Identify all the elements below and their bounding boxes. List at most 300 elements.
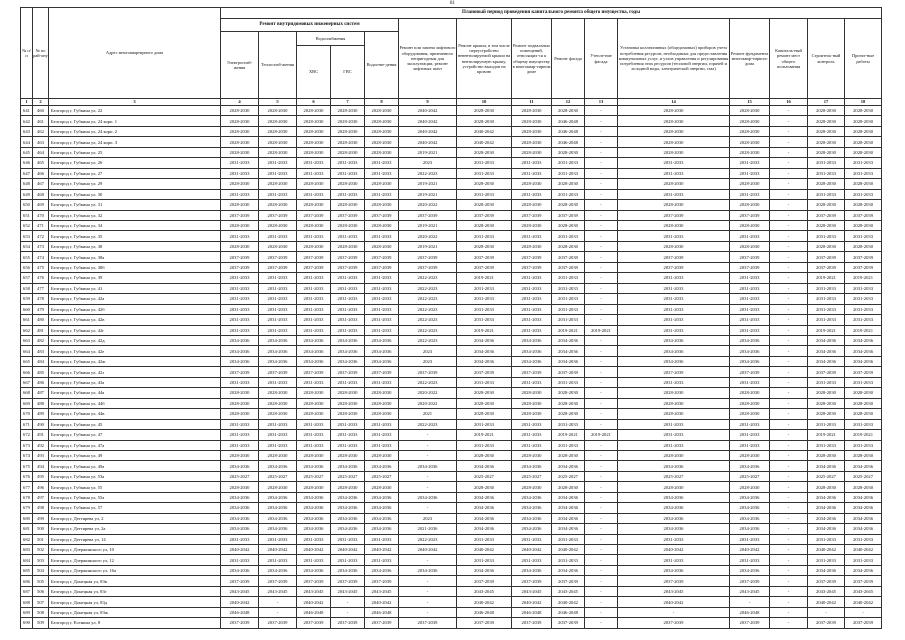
- table-body: [21, 106, 882, 629]
- table-cell: 2028-2030: [730, 409, 770, 419]
- table-cell: 2031-2033: [259, 189, 297, 199]
- table-cell: 2031-2033: [365, 294, 399, 304]
- table-cell: -: [730, 597, 770, 607]
- table-cell: 468: [33, 189, 49, 199]
- address-cell: Белгород г, Губкина ул, 42е: [49, 346, 221, 356]
- table-cell: 2034-2036: [297, 565, 331, 575]
- table-cell: 676: [21, 471, 33, 481]
- table-cell: 466: [33, 168, 49, 178]
- table-cell: 2028-2030: [457, 482, 512, 492]
- table-cell: 2034-2036: [552, 513, 585, 523]
- table-row: [21, 461, 882, 471]
- table-cell: 2031-2033: [259, 419, 297, 429]
- address-cell: Белгород г, Губкина ул, 25: [49, 147, 221, 157]
- table-row: [21, 450, 882, 460]
- page-number: 81: [450, 1, 455, 6]
- table-cell: 2028-2030: [730, 137, 770, 147]
- table-cell: -: [259, 607, 297, 617]
- table-cell: 2046-2048: [552, 137, 585, 147]
- table-cell: -: [770, 607, 808, 617]
- table-cell: 2034-2036: [331, 356, 365, 366]
- table-cell: 2034-2036: [331, 524, 365, 534]
- table-cell: 2031-2033: [297, 168, 331, 178]
- table-cell: 2034-2036: [730, 335, 770, 345]
- table-cell: 2031-2033: [618, 168, 730, 178]
- table-cell: 2028-2030: [221, 388, 259, 398]
- table-cell: 2034-2036: [512, 503, 552, 513]
- table-cell: 2034-2036: [297, 346, 331, 356]
- table-cell: 2037-2039: [221, 367, 259, 377]
- table-cell: 2034-2036: [808, 503, 845, 513]
- table-cell: 2031-2033: [512, 555, 552, 565]
- table-cell: 2040-2042: [297, 545, 331, 555]
- table-cell: 2034-2036: [552, 356, 585, 366]
- table-cell: 2028-2030: [365, 398, 399, 408]
- table-cell: 2043-2045: [297, 586, 331, 596]
- table-cell: 2019-2021: [808, 273, 845, 283]
- table-cell: 2022-2023: [399, 283, 457, 293]
- table-cell: -: [585, 367, 618, 377]
- column-number: 15: [730, 99, 770, 106]
- table-cell: 2028-2030: [221, 106, 259, 116]
- table-cell: 2034-2036: [808, 346, 845, 356]
- table-cell: 2031-2033: [512, 294, 552, 304]
- table-cell: 2034-2036: [845, 492, 882, 502]
- table-cell: 2037-2039: [331, 210, 365, 220]
- table-cell: 2031-2033: [297, 189, 331, 199]
- table-cell: 2019-2021: [457, 273, 512, 283]
- table-cell: 2043-2045: [512, 586, 552, 596]
- table-cell: 690: [21, 618, 33, 628]
- table-cell: 665: [21, 356, 33, 366]
- table-cell: -: [399, 450, 457, 460]
- table-cell: 686: [21, 576, 33, 586]
- table-cell: 2034-2036: [618, 565, 730, 575]
- table-cell: -: [770, 471, 808, 481]
- table-cell: 2040-2042: [512, 545, 552, 555]
- table-cell: 2040-2042: [399, 545, 457, 555]
- table-cell: 670: [21, 409, 33, 419]
- table-cell: -: [585, 315, 618, 325]
- header-district-number: № по рай-ону: [33, 8, 49, 99]
- table-cell: 2028-2030: [845, 106, 882, 116]
- table-cell: -: [585, 231, 618, 241]
- table-cell: 663: [21, 335, 33, 345]
- table-row: [21, 200, 882, 210]
- address-cell: Белгород г, Донецкая ул, 83в: [49, 576, 221, 586]
- table-cell: 2037-2039: [618, 618, 730, 628]
- table-cell: 2031-2033: [457, 189, 512, 199]
- table-cell: 476: [33, 273, 49, 283]
- table-cell: -: [770, 346, 808, 356]
- table-cell: -: [770, 419, 808, 429]
- table-cell: 2031-2033: [457, 168, 512, 178]
- table-cell: 2034-2036: [457, 461, 512, 471]
- table-cell: 485: [33, 367, 49, 377]
- table-cell: 2034-2036: [365, 461, 399, 471]
- table-row: [21, 565, 882, 575]
- address-cell: Белгород г, Губкина ул, 42д: [49, 335, 221, 345]
- table-cell: -: [770, 450, 808, 460]
- table-cell: 669: [21, 398, 33, 408]
- table-cell: 2031-2033: [512, 534, 552, 544]
- table-cell: 492: [33, 440, 49, 450]
- table-cell: 2020-2022: [399, 388, 457, 398]
- table-cell: 2031-2033: [259, 294, 297, 304]
- table-cell: -: [585, 147, 618, 157]
- table-cell: 2034-2036: [618, 492, 730, 502]
- table-cell: 2028-2030: [259, 147, 297, 157]
- table-cell: 2028-2030: [618, 450, 730, 460]
- table-cell: 2028-2030: [297, 398, 331, 408]
- table-cell: 2019-2021: [457, 325, 512, 335]
- table-cell: 2037-2039: [845, 252, 882, 262]
- column-number: 5: [259, 99, 297, 106]
- table-cell: 2031-2033: [618, 231, 730, 241]
- table-cell: 2031-2033: [552, 283, 585, 293]
- table-cell: 2043-2045: [845, 586, 882, 596]
- table-cell: 2034-2036: [808, 565, 845, 575]
- address-cell: Белгород г, Губкина ул, 31: [49, 200, 221, 210]
- table-cell: 2028-2030: [221, 137, 259, 147]
- table-cell: 2031-2033: [845, 189, 882, 199]
- table-cell: 2034-2036: [552, 524, 585, 534]
- table-cell: 2043-2045: [365, 586, 399, 596]
- table-cell: 662: [21, 325, 33, 335]
- table-cell: 2031-2033: [365, 325, 399, 335]
- table-cell: 2037-2039: [297, 210, 331, 220]
- table-cell: 688: [21, 597, 33, 607]
- table-cell: 2028-2030: [457, 147, 512, 157]
- table-cell: -: [770, 356, 808, 366]
- table-cell: 2031-2033: [297, 419, 331, 429]
- table-cell: 680: [21, 513, 33, 523]
- table-cell: 2040-2042: [221, 545, 259, 555]
- table-cell: 2034-2036: [331, 461, 365, 471]
- address-cell: Белгород г, Губкина ул, 35: [49, 231, 221, 241]
- table-cell: 2043-2045: [259, 586, 297, 596]
- table-cell: 2028-2030: [297, 482, 331, 492]
- table-cell: 2031-2033: [297, 555, 331, 565]
- table-cell: 2031-2033: [331, 419, 365, 429]
- table-cell: -: [585, 555, 618, 565]
- table-cell: 2028-2030: [512, 409, 552, 419]
- table-cell: -: [770, 377, 808, 387]
- table-cell: 664: [21, 346, 33, 356]
- table-cell: 2031-2033: [552, 419, 585, 429]
- table-cell: 2020-2022: [399, 231, 457, 241]
- table-cell: 2034-2036: [845, 346, 882, 356]
- address-cell: Белгород г, Дзержинского ул, 12: [49, 555, 221, 565]
- address-cell: Белгород г, Донецкая ул, 83г: [49, 586, 221, 596]
- table-cell: -: [770, 304, 808, 314]
- table-cell: 2037-2039: [730, 210, 770, 220]
- table-cell: 2040-2042: [365, 597, 399, 607]
- table-cell: 2028-2030: [512, 241, 552, 251]
- table-cell: 2031-2033: [730, 430, 770, 440]
- table-cell: 2034-2036: [808, 461, 845, 471]
- table-cell: 2040-2042: [399, 116, 457, 126]
- table-cell: 2028-2030: [618, 200, 730, 210]
- table-cell: -: [585, 356, 618, 366]
- table-cell: 2034-2036: [457, 513, 512, 523]
- table-cell: -: [585, 106, 618, 116]
- table-cell: 2034-2036: [552, 565, 585, 575]
- table-cell: 666: [21, 367, 33, 377]
- table-cell: -: [399, 607, 457, 617]
- table-cell: 2040-2042: [457, 545, 512, 555]
- table-cell: 2034-2036: [457, 335, 512, 345]
- table-cell: 2034-2036: [221, 461, 259, 471]
- table-cell: 2028-2030: [457, 106, 512, 116]
- table-cell: 2028-2030: [221, 482, 259, 492]
- table-cell: 2037-2039: [259, 210, 297, 220]
- table-cell: 2046-2048: [365, 607, 399, 617]
- table-cell: -: [770, 158, 808, 168]
- table-cell: 2028-2030: [365, 220, 399, 230]
- table-cell: 2028-2030: [808, 220, 845, 230]
- table-cell: 2031-2033: [845, 283, 882, 293]
- table-cell: 2037-2039: [259, 252, 297, 262]
- table-cell: 477: [33, 283, 49, 293]
- table-cell: 2020-2022: [399, 398, 457, 408]
- table-cell: 2028-2030: [365, 179, 399, 189]
- table-cell: 507: [33, 597, 49, 607]
- table-cell: 494: [33, 461, 49, 471]
- table-cell: 2031-2033: [552, 315, 585, 325]
- table-cell: 2037-2039: [512, 262, 552, 272]
- table-cell: 2034-2036: [259, 461, 297, 471]
- table-cell: 2028-2030: [845, 200, 882, 210]
- table-cell: -: [585, 126, 618, 136]
- table-cell: 479: [33, 304, 49, 314]
- table-cell: 2031-2033: [221, 158, 259, 168]
- table-cell: 659: [21, 294, 33, 304]
- table-cell: 2028-2030: [365, 126, 399, 136]
- table-cell: 2019-2021: [399, 147, 457, 157]
- table-cell: 2031-2033: [618, 430, 730, 440]
- table-cell: 501: [33, 534, 49, 544]
- table-cell: 2037-2039: [221, 576, 259, 586]
- table-cell: 651: [21, 210, 33, 220]
- table-cell: 465: [33, 158, 49, 168]
- table-cell: 2028-2030: [259, 482, 297, 492]
- table-cell: 2037-2039: [399, 367, 457, 377]
- table-cell: 2028-2030: [552, 388, 585, 398]
- table-cell: 2028-2030: [808, 388, 845, 398]
- table-cell: 2031-2033: [259, 555, 297, 565]
- table-cell: 2040-2042: [331, 545, 365, 555]
- table-cell: 2028-2030: [297, 116, 331, 126]
- table-cell: 2031-2033: [808, 294, 845, 304]
- table-cell: 2034-2036: [221, 513, 259, 523]
- table-cell: 2034-2036: [259, 492, 297, 502]
- table-cell: 2031-2033: [512, 273, 552, 283]
- address-cell: Белгород г, Губкина ул, 49: [49, 450, 221, 460]
- table-cell: 2028-2030: [331, 179, 365, 189]
- table-cell: -: [585, 210, 618, 220]
- address-cell: Белгород г, Губкина ул, 55а: [49, 492, 221, 502]
- table-cell: 2034-2036: [259, 335, 297, 345]
- table-cell: -: [770, 430, 808, 440]
- table-cell: -: [399, 440, 457, 450]
- table-cell: 661: [21, 315, 33, 325]
- table-cell: 2034-2036: [399, 565, 457, 575]
- table-cell: 2031-2033: [365, 283, 399, 293]
- header-elevator: Ремонт или замена лифтового оборудования, признанного непригодным для эксплуатации, ремонт лифтовых шахт: [399, 19, 457, 99]
- column-number: 1: [21, 99, 33, 106]
- table-cell: 2034-2036: [808, 513, 845, 523]
- table-cell: 2046-2048: [512, 607, 552, 617]
- table-cell: -: [770, 545, 808, 555]
- table-cell: 2028-2030: [618, 409, 730, 419]
- table-cell: 2034-2036: [365, 346, 399, 356]
- table-cell: -: [585, 586, 618, 596]
- table-cell: 2031-2033: [618, 555, 730, 565]
- table-row: [21, 524, 882, 534]
- table-cell: 2034-2036: [512, 346, 552, 356]
- table-cell: 2031-2033: [331, 283, 365, 293]
- table-cell: 2028-2030: [552, 398, 585, 408]
- table-cell: 2028-2030: [259, 220, 297, 230]
- table-row: [21, 618, 882, 628]
- table-cell: 2025-2027: [845, 471, 882, 481]
- table-cell: 2034-2036: [730, 492, 770, 502]
- table-cell: 2025-2027: [259, 471, 297, 481]
- table-cell: 509: [33, 618, 49, 628]
- table-row: [21, 231, 882, 241]
- table-cell: 2031-2033: [845, 304, 882, 314]
- table-cell: -: [585, 461, 618, 471]
- table-cell: 2031-2033: [730, 304, 770, 314]
- table-cell: 2031-2033: [365, 534, 399, 544]
- table-cell: 2034-2036: [845, 461, 882, 471]
- table-cell: 2034-2036: [808, 335, 845, 345]
- table-cell: -: [770, 220, 808, 230]
- table-cell: 2022-2023: [399, 168, 457, 178]
- table-cell: 2034-2036: [552, 492, 585, 502]
- table-cell: -: [770, 147, 808, 157]
- table-cell: 2034-2036: [618, 356, 730, 366]
- table-cell: 2031-2033: [618, 273, 730, 283]
- table-cell: 499: [33, 513, 49, 523]
- table-cell: 2028-2030: [331, 137, 365, 147]
- table-cell: 2034-2036: [808, 492, 845, 502]
- table-cell: 2034-2036: [618, 503, 730, 513]
- table-cell: 2034-2036: [512, 492, 552, 502]
- table-cell: 2031-2033: [221, 377, 259, 387]
- column-number-row: [21, 99, 882, 106]
- column-number: 18: [845, 99, 882, 106]
- table-cell: 2040-2042: [845, 545, 882, 555]
- table-cell: 2040-2042: [457, 137, 512, 147]
- table-cell: -: [585, 137, 618, 147]
- table-cell: 2031-2033: [365, 158, 399, 168]
- table-cell: 2028-2030: [845, 241, 882, 251]
- table-cell: 2025-2027: [618, 471, 730, 481]
- table-cell: -: [585, 482, 618, 492]
- table-cell: -: [259, 597, 297, 607]
- table-cell: 2040-2042: [399, 106, 457, 116]
- table-cell: -: [585, 377, 618, 387]
- table-cell: 645: [21, 147, 33, 157]
- table-cell: 2028-2030: [512, 106, 552, 116]
- table-cell: 2028-2030: [365, 116, 399, 126]
- table-cell: 2031-2033: [512, 189, 552, 199]
- column-number: 6: [297, 99, 331, 106]
- table-cell: -: [770, 576, 808, 586]
- table-cell: 2037-2039: [512, 576, 552, 586]
- table-cell: 658: [21, 283, 33, 293]
- column-number: 4: [221, 99, 259, 106]
- table-cell: 2037-2039: [331, 367, 365, 377]
- table-cell: 2028-2030: [331, 220, 365, 230]
- table-cell: 2031-2033: [221, 273, 259, 283]
- table-cell: 2031-2033: [297, 534, 331, 544]
- table-cell: 2028-2030: [845, 388, 882, 398]
- table-cell: 2034-2036: [512, 513, 552, 523]
- table-cell: 2031-2033: [365, 430, 399, 440]
- table-cell: -: [585, 492, 618, 502]
- table-cell: 2031-2033: [808, 231, 845, 241]
- table-cell: 649: [21, 189, 33, 199]
- header-foundation: Ремонт фундамента многоквар-тирного дома: [730, 19, 770, 99]
- table-cell: 2022-2023: [399, 534, 457, 544]
- table-cell: 685: [21, 565, 33, 575]
- table-cell: 2031-2033: [259, 440, 297, 450]
- table-cell: -: [585, 241, 618, 251]
- table-row: [21, 440, 882, 450]
- table-cell: 2028-2030: [845, 482, 882, 492]
- table-cell: -: [770, 398, 808, 408]
- table-cell: 2031-2033: [512, 325, 552, 335]
- table-cell: 2031-2033: [730, 325, 770, 335]
- table-row: [21, 137, 882, 147]
- table-cell: 2034-2036: [512, 461, 552, 471]
- column-number: 17: [808, 99, 845, 106]
- table-cell: 647: [21, 168, 33, 178]
- address-cell: Белгород г, Губкина ул, 38: [49, 241, 221, 251]
- address-cell: Белгород г, Дегтярева ул, 2а: [49, 524, 221, 534]
- header-address: Адрес многоквартирного дома: [49, 8, 221, 99]
- column-number: 11: [512, 99, 552, 106]
- table-cell: 2037-2039: [552, 618, 585, 628]
- table-cell: -: [585, 283, 618, 293]
- table-cell: 2028-2030: [552, 106, 585, 116]
- table-cell: 2019-2021: [845, 273, 882, 283]
- table-row: [21, 106, 882, 116]
- table-cell: 2028-2030: [331, 116, 365, 126]
- table-cell: 2034-2036: [399, 492, 457, 502]
- address-cell: Белгород г, Губкина ул, 38б: [49, 262, 221, 272]
- table-cell: 2031-2033: [331, 158, 365, 168]
- table-cell: 2037-2039: [365, 367, 399, 377]
- table-cell: 2037-2039: [512, 367, 552, 377]
- table-row: [21, 377, 882, 387]
- table-cell: 2028-2030: [297, 126, 331, 136]
- table-cell: 2031-2033: [331, 440, 365, 450]
- table-cell: 2028-2030: [618, 179, 730, 189]
- table-cell: 2028-2030: [259, 137, 297, 147]
- table-cell: 2034-2036: [365, 335, 399, 345]
- header-planned-period: Плановый период проведения капитального ремонта общего имущества, годы: [221, 8, 882, 19]
- table-row: [21, 189, 882, 199]
- table-cell: 2031-2033: [457, 440, 512, 450]
- table-cell: 2034-2036: [457, 565, 512, 575]
- address-cell: Белгород г, Губкина ул, 32: [49, 210, 221, 220]
- table-cell: -: [585, 565, 618, 575]
- table-row: [21, 273, 882, 283]
